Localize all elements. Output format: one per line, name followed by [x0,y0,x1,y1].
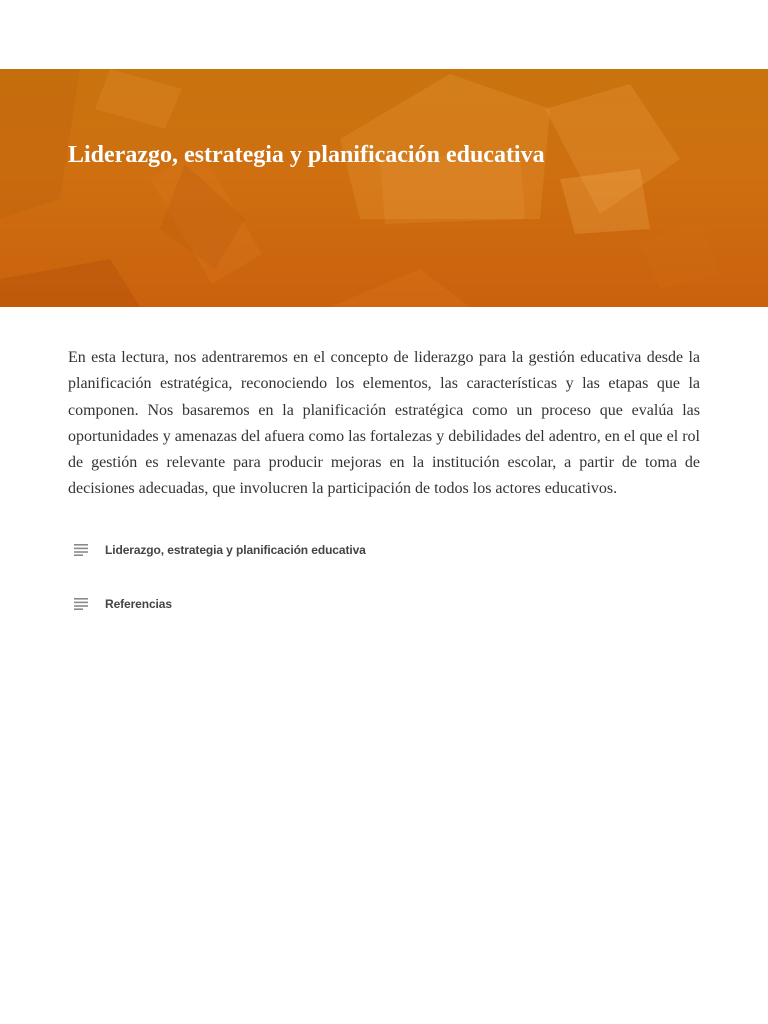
toc-item-label: Referencias [105,597,172,611]
hero-banner [0,69,768,307]
hero-background-shapes [0,69,768,307]
toc-item-label: Liderazgo, estrategia y planificación educativa [105,543,366,557]
text-lines-icon [74,598,90,610]
intro-paragraph: En esta lectura, nos adentraremos en el concepto de liderazgo para la gestión educativa desde la planificación estratégica, reconociendo los elementos, las características y las etapas que la componen. Nos basaremos en la planificación estratégica como un proceso que evalúa las oportunidades y amenazas del afuera como las fortalezas y debilidades del adentro, en el que el rol de gestión es relevante para producir mejoras en la institución escolar, a partir de toma de decisiones adecuadas, que involucren la participación de todos los actores educativos. [68,349,700,498]
toc-item-liderazgo[interactable] [74,536,704,564]
table-of-contents [74,536,704,644]
page-title: Liderazgo, estrategia y planificación educativa [68,142,545,168]
text-lines-icon [74,544,90,556]
toc-item-referencias[interactable] [74,590,704,618]
